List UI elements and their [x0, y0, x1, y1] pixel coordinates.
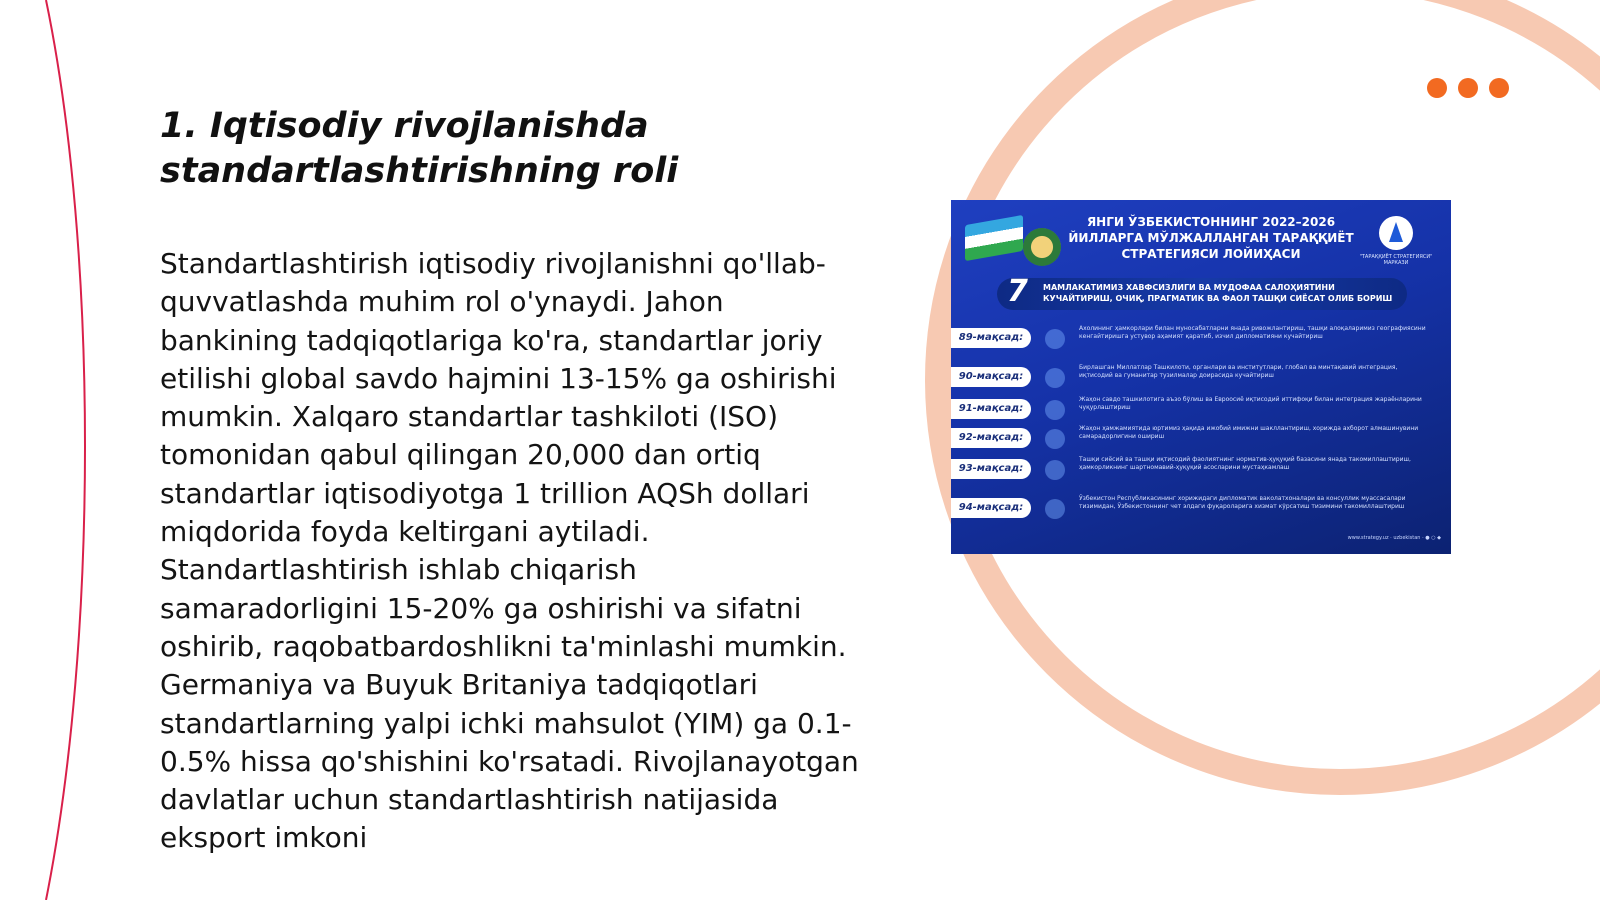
goal-label: 91-мақсад: — [951, 399, 1031, 419]
goal-row — [951, 363, 1451, 393]
goal-text: Ташқи сиёсий ва ташқи иқтисодий фаолиятнинг норматив-ҳуқуқий базасини янада такомиллаштириш, ҳамкорликнинг шартномавий-ҳуқуқий асосларини мустаҳкамлаш — [1079, 456, 1411, 471]
poster-title: ЯНГИ ЎЗБЕКИСТОННИНГ 2022–2026 ЙИЛЛАРГА МЎЛЖАЛЛАНГАН ТАРАҚҚИЁТ СТРАТЕГИЯСИ ЛОЙИҲАСИ — [1068, 215, 1354, 261]
dot-1 — [1427, 78, 1447, 98]
left-curve-line — [46, 0, 85, 900]
goal-text: Жаҳон ҳамжамиятида юртимиз ҳақида ижобий имижни шакллантириш, хорижда ахборот алмашинувини самарадорлигини ошириш — [1079, 425, 1419, 440]
goal-row — [951, 424, 1451, 454]
goal-banner-text: МАМЛАКАТИМИЗ ХАВФСИЗЛИГИ ВА МУДОФАА САЛОҲИЯТИНИ КУЧАЙТИРИШ, ОЧИҚ, ПРАГМАТИК ВА ФАОЛ ТАШҚИ СИЁСАТ ОЛИБ БОРИШ — [1043, 283, 1393, 303]
goal-row — [951, 494, 1451, 524]
poster-footer: www.strategy.uz · uzbekistan · ● ○ ◆ — [1347, 535, 1441, 541]
embassy-icon — [1045, 499, 1065, 519]
goal-text: Ўзбекистон Республикасининг хорижидаги дипломатик ваколатхоналари ва консуллик муассасалари тизимидан, Ўзбекистоннинг чет элдаги фуқароларига хизмат кўрсатиш тизимини такомиллаштириш — [1079, 495, 1406, 510]
goal-row — [951, 395, 1451, 425]
strategy-poster-image — [951, 200, 1451, 554]
state-emblem-icon — [1023, 228, 1061, 266]
law-icon — [1045, 460, 1065, 480]
logo-triangle-icon — [1389, 222, 1403, 242]
dot-3 — [1489, 78, 1509, 98]
goal-text: Жаҳон савдо ташкилотига аъзо бўлиш ва Евроосиё иқтисодий иттифоқи билан интеграция жараёнларини чуқурлаштириш — [1079, 396, 1422, 411]
goal-banner-number: 7 — [1007, 274, 1028, 309]
info-icon — [1045, 429, 1065, 449]
goal-label: 89-мақсад: — [951, 328, 1031, 348]
handshake-icon — [1045, 329, 1065, 349]
slide-dots — [1427, 78, 1509, 98]
goal-label: 90-мақсад: — [951, 367, 1031, 387]
goal-row — [951, 324, 1451, 354]
dot-2 — [1458, 78, 1478, 98]
goal-row — [951, 455, 1451, 485]
goal-text: Ахолининг ҳамкорлари билан муносабатларни янада ривожлантириш, ташқи алоқаларимиз географиясини кенгайтиришга устувор аҳамият қаратиб, изчил дипломатияни кучайтириш — [1079, 325, 1426, 340]
trade-icon — [1045, 400, 1065, 420]
goal-label: 92-мақсад: — [951, 428, 1031, 448]
goal-label: 94-мақсад: — [951, 498, 1031, 518]
slide-body-text: Standartlashtirish iqtisodiy rivojlanishni qo'llab-quvvatlashda muhim rol o'ynaydi. Jahon bankining tadqiqotlariga ko'ra, standartlar joriy etilishi global savdo hajmini 13-15% ga oshirishi mumkin. Xalqaro standartlar tashkiloti (ISO) tomonidan qabul qilingan 20,000 dan ortiq standartlar iqtisodiyotga 1 trillion AQSh dollari miqdorida foyda keltirgani aytiladi. Standartlashtirish ishlab chiqarish samaradorligini 15-20% ga oshirishi va sifatni oshirib, raqobatbardoshlikni ta'minlashi mumkin. Germaniya va Buyuk Britaniya tadqiqotlari standartlarning yalpi ichki mahsulot (YIM) ga 0.1-0.5% hissa qo'shishini ko'rsatadi. Rivojlanayotgan davlatlar uchun standartlashtirish natijasida eksport imkoni — [160, 247, 859, 855]
logo-caption: "ТАРАҚҚИЁТ СТРАТЕГИЯСИ" МАРКАЗИ — [1359, 254, 1433, 266]
slide-title: 1. Iqtisodiy rivojlanishda standartlashtirishning roli — [160, 106, 679, 191]
goal-label: 93-мақсад: — [951, 459, 1031, 479]
goal-text: Бирлашган Миллатлар Ташкилоти, органлари ва институтлари, глобал ва минтақавий интеграция, иқтисодий ва гуманитар тузилмалар доирасида кучайтириш — [1079, 364, 1398, 379]
globe-icon — [1045, 368, 1065, 388]
uzbekistan-flag-icon — [965, 215, 1023, 261]
